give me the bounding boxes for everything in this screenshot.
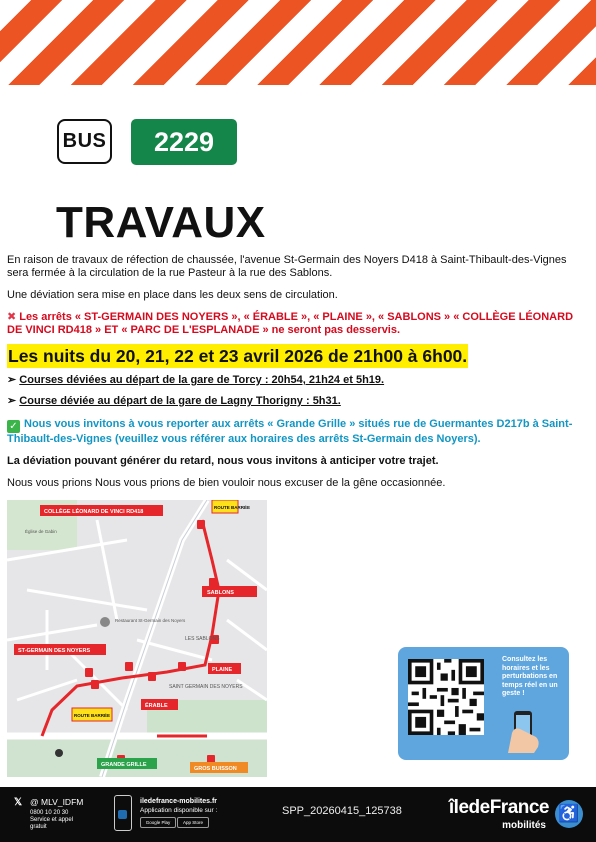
intro-paragraph: En raison de travaux de réfection de chaussée, l'avenue St-Germain des Noyers D418 à Saint-Thibault-des-Vignes sera fermée à la circulation de la rue Pasteur à la rue des Sablons. <box>7 254 567 279</box>
bus-mode-label: BUS <box>62 130 107 152</box>
closed-stops-paragraph <box>7 311 589 337</box>
map-place-label: Restaurant St-Germain des Noyers <box>115 618 186 623</box>
deviation-map <box>7 500 267 777</box>
arrow-bullet-icon: ➢ <box>7 395 20 407</box>
x-social-icon[interactable]: 𝕏 <box>14 797 23 808</box>
bullet-text: Course déviée au départ de la gare de Lagny Thorigny : 5h31. <box>19 395 341 407</box>
phone-app-icon <box>114 795 132 831</box>
map-place-label: Église de Gabin <box>25 529 57 534</box>
qr-code-panel <box>398 647 569 760</box>
bullet-item <box>7 395 589 408</box>
document-reference: SPP_20260415_125738 <box>282 805 402 817</box>
cross-icon: ✖ <box>7 311 17 323</box>
phone-scan-icon <box>506 707 544 753</box>
qr-caption: Consultez les horaires et les perturbations en temps réel en un geste ! <box>502 656 558 697</box>
road-closed-label: ROUTE BARRÉE <box>74 713 111 718</box>
bus-mode-badge <box>57 119 112 164</box>
map-stop-label: ST-GERMAIN DES NOYERS <box>18 648 91 654</box>
qr-code[interactable] <box>408 659 484 735</box>
invite-paragraph <box>7 418 589 446</box>
app-availability: Application disponible sur : <box>140 807 218 814</box>
notice-body <box>7 254 589 499</box>
map-stop-label: PLAINE <box>212 667 233 673</box>
map-stop-label: COLLÈGE LÉONARD DE VINCI RD418 <box>44 509 144 515</box>
footer-bar <box>0 787 596 842</box>
qr-code-graphic <box>408 659 484 735</box>
map-stop-label: SABLONS <box>207 590 234 596</box>
google-play-badge[interactable]: Google Play <box>140 817 176 828</box>
brand-logo-name: îledeFrance <box>448 797 549 818</box>
delay-text-b: nous vous invitons à anticiper votre trajet. <box>217 455 439 467</box>
bullet-text: Courses déviées au départ de la gare de Torcy : 20h54, 21h24 et 5h19. <box>19 374 385 386</box>
map-place-label: LES SABLONS <box>185 636 220 642</box>
brand-logo-subtitle: mobilités <box>502 820 546 831</box>
map-stop-label: ÉRABLE <box>145 703 168 709</box>
checkmark-icon: ✓ <box>7 420 20 433</box>
map-place-label: SAINT GERMAIN DES NOYERS <box>169 684 243 690</box>
map-drawing <box>7 500 267 777</box>
social-handle[interactable]: @ MLV_IDFM <box>30 797 84 807</box>
accessibility-icon: ♿ <box>555 800 583 828</box>
bullet-item <box>7 374 589 387</box>
invite-text: Nous vous invitons à vous reporter aux arrêts « Grande Grille » situés rue de Guermantes D217b à Saint-Thibault-des-Vignes (veuillez vous référer aux horaires des arrêts St-Germain des Noyers). <box>7 418 573 445</box>
road-closed-label: ROUTE BARRÉE <box>214 505 251 510</box>
app-website[interactable]: iledefrance-mobilites.fr <box>140 798 218 805</box>
delay-text-a: La déviation pouvant générer du retard, <box>7 455 215 467</box>
hazard-stripes-banner <box>0 0 596 85</box>
page-title: TRAVAUX <box>56 198 266 247</box>
dates-highlight: Les nuits du 20, 21, 22 et 23 avril 2026 de 21h00 à 6h00. <box>8 346 468 366</box>
apology-paragraph: Nous vous prions Nous vous prions de bien vouloir nous excuser de la gêne occasionnée. <box>7 477 446 489</box>
phone-number[interactable]: 0800 10 20 30 <box>30 810 69 816</box>
app-store-badge[interactable]: App Store <box>177 817 209 828</box>
arrow-bullet-icon: ➢ <box>7 374 20 386</box>
line-number-badge <box>131 119 237 165</box>
map-replacement-stop-label: GRANDE GRILLE <box>101 762 147 768</box>
line-number: 2229 <box>153 126 215 157</box>
phone-service-note: Service et appel gratuit <box>30 817 74 830</box>
map-stop-label: GROS BUISSON <box>194 766 237 772</box>
delay-paragraph <box>7 455 589 468</box>
closed-stops-text: Les arrêts « ST-GERMAIN DES NOYERS », « ÉRABLE », « PLAINE », « SABLONS » « COLLÈGE LÉONARD DE VINCI RD418 » ET « PARC DE L'ESPLANADE » ne seront pas desservis. <box>7 311 574 336</box>
deviation-paragraph: Une déviation sera mise en place dans les deux sens de circulation. <box>7 289 338 301</box>
